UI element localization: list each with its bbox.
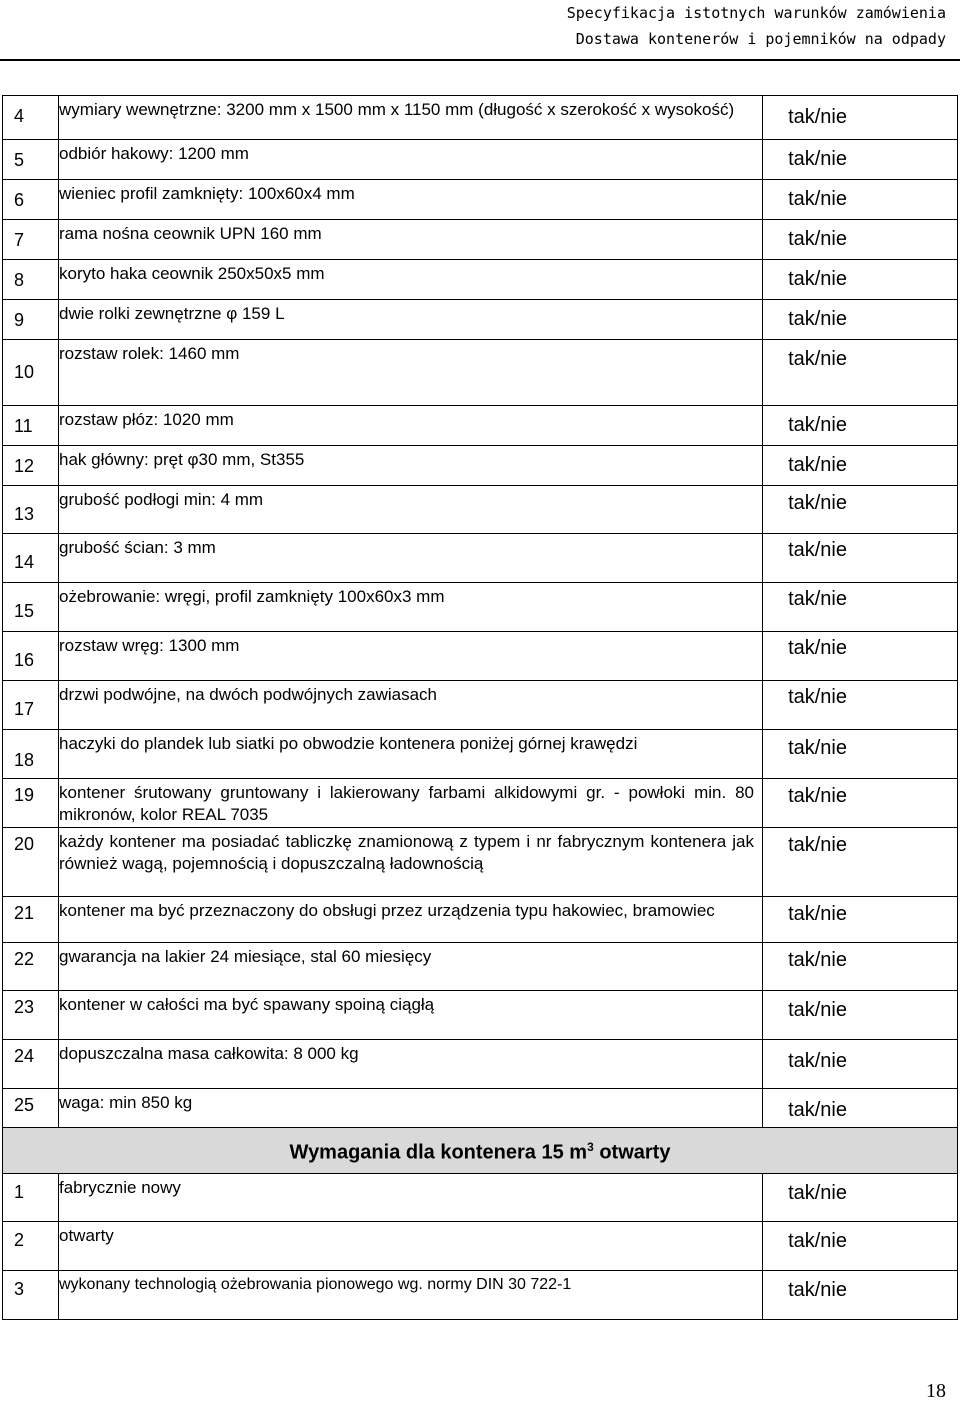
row-answer: tak/nie bbox=[763, 534, 958, 583]
row-answer: tak/nie bbox=[763, 1040, 958, 1089]
table-row bbox=[3, 340, 958, 406]
table-row bbox=[3, 1271, 958, 1320]
row-number: 11 bbox=[3, 406, 59, 446]
row-number: 25 bbox=[3, 1089, 59, 1138]
row-answer: tak/nie bbox=[763, 1174, 958, 1222]
row-description: kontener ma być przeznaczony do obsługi przez urządzenia typu hakowiec, bramowiec bbox=[59, 897, 763, 943]
row-answer: tak/nie bbox=[763, 96, 958, 140]
table-row bbox=[3, 220, 958, 260]
row-number: 2 bbox=[3, 1222, 59, 1271]
table-row bbox=[3, 681, 958, 730]
table-row bbox=[3, 897, 958, 943]
row-answer: tak/nie bbox=[763, 583, 958, 632]
row-number: 19 bbox=[3, 779, 59, 828]
row-number: 23 bbox=[3, 991, 59, 1040]
table-row bbox=[3, 180, 958, 220]
row-description: otwarty bbox=[59, 1222, 763, 1271]
row-description: koryto haka ceownik 250x50x5 mm bbox=[59, 260, 763, 300]
section-table bbox=[2, 1127, 958, 1320]
row-answer: tak/nie bbox=[763, 1271, 958, 1320]
table-row bbox=[3, 446, 958, 486]
row-number: 17 bbox=[3, 681, 59, 730]
row-description: wykonany technologią ożebrowania pionowego wg. normy DIN 30 722-1 bbox=[59, 1271, 763, 1320]
row-number: 7 bbox=[3, 220, 59, 260]
table-row bbox=[3, 96, 958, 140]
row-answer: tak/nie bbox=[763, 486, 958, 534]
row-number: 10 bbox=[3, 340, 59, 406]
row-number: 14 bbox=[3, 534, 59, 583]
row-number: 18 bbox=[3, 730, 59, 779]
row-description: kontener w całości ma być spawany spoiną ciągłą bbox=[59, 991, 763, 1040]
row-description: dwie rolki zewnętrzne φ 159 L bbox=[59, 300, 763, 340]
row-answer: tak/nie bbox=[763, 406, 958, 446]
row-number: 15 bbox=[3, 583, 59, 632]
row-description: fabrycznie nowy bbox=[59, 1174, 763, 1222]
table-row bbox=[3, 1174, 958, 1222]
table-row bbox=[3, 406, 958, 446]
row-description: odbiór hakowy: 1200 mm bbox=[59, 140, 763, 180]
row-description: waga: min 850 kg bbox=[59, 1089, 763, 1138]
table-row bbox=[3, 632, 958, 681]
table-row bbox=[3, 1222, 958, 1271]
row-answer: tak/nie bbox=[763, 140, 958, 180]
row-number: 20 bbox=[3, 828, 59, 897]
row-answer: tak/nie bbox=[763, 943, 958, 991]
header-subtitle: Dostawa kontenerów i pojemników na odpady bbox=[575, 30, 946, 48]
row-description: rozstaw rolek: 1460 mm bbox=[59, 340, 763, 406]
section-header-row bbox=[3, 1128, 958, 1174]
document-header bbox=[567, 0, 946, 52]
row-number: 5 bbox=[3, 140, 59, 180]
row-answer: tak/nie bbox=[763, 1222, 958, 1271]
table-row bbox=[3, 260, 958, 300]
row-description: drzwi podwójne, na dwóch podwójnych zawiasach bbox=[59, 681, 763, 730]
row-description: ożebrowanie: wręgi, profil zamknięty 100x60x3 mm bbox=[59, 583, 763, 632]
row-number: 3 bbox=[3, 1271, 59, 1320]
row-description: grubość podłogi min: 4 mm bbox=[59, 486, 763, 534]
row-number: 21 bbox=[3, 897, 59, 943]
row-number: 12 bbox=[3, 446, 59, 486]
row-description: gwarancja na lakier 24 miesiące, stal 60 miesięcy bbox=[59, 943, 763, 991]
table-row bbox=[3, 300, 958, 340]
table-row bbox=[3, 943, 958, 991]
row-description: wieniec profil zamknięty: 100x60x4 mm bbox=[59, 180, 763, 220]
table-row bbox=[3, 828, 958, 897]
table-row bbox=[3, 140, 958, 180]
row-answer: tak/nie bbox=[763, 897, 958, 943]
row-number: 1 bbox=[3, 1174, 59, 1222]
row-description: grubość ścian: 3 mm bbox=[59, 534, 763, 583]
row-description: rama nośna ceownik UPN 160 mm bbox=[59, 220, 763, 260]
row-answer: tak/nie bbox=[763, 632, 958, 681]
row-description: rozstaw płóz: 1020 mm bbox=[59, 406, 763, 446]
table-row bbox=[3, 991, 958, 1040]
row-number: 16 bbox=[3, 632, 59, 681]
row-answer: tak/nie bbox=[763, 180, 958, 220]
table-row bbox=[3, 486, 958, 534]
table-row bbox=[3, 730, 958, 779]
header-divider bbox=[0, 59, 960, 61]
row-answer: tak/nie bbox=[763, 300, 958, 340]
row-answer: tak/nie bbox=[763, 220, 958, 260]
row-description: kontener śrutowany gruntowany i lakierowany farbami alkidowymi gr. - powłoki min. 80 mikronów, kolor REAL 7035 bbox=[59, 779, 763, 828]
row-description: wymiary wewnętrzne: 3200 mm x 1500 mm x 1150 mm (długość x szerokość x wysokość) bbox=[59, 96, 763, 140]
row-description: hak główny: pręt φ30 mm, St355 bbox=[59, 446, 763, 486]
row-number: 24 bbox=[3, 1040, 59, 1089]
row-number: 9 bbox=[3, 300, 59, 340]
row-description: dopuszczalna masa całkowita: 8 000 kg bbox=[59, 1040, 763, 1089]
row-number: 22 bbox=[3, 943, 59, 991]
row-answer: tak/nie bbox=[763, 340, 958, 406]
header-title: Specyfikacja istotnych warunków zamówienia bbox=[566, 4, 946, 22]
row-answer: tak/nie bbox=[763, 991, 958, 1040]
row-number: 4 bbox=[3, 96, 59, 140]
row-number: 8 bbox=[3, 260, 59, 300]
row-answer: tak/nie bbox=[763, 1089, 958, 1138]
table-row bbox=[3, 583, 958, 632]
specification-table bbox=[2, 95, 958, 1138]
table-row bbox=[3, 1040, 958, 1089]
row-description: haczyki do plandek lub siatki po obwodzie kontenera poniżej górnej krawędzi bbox=[59, 730, 763, 779]
row-answer: tak/nie bbox=[763, 730, 958, 779]
row-description: każdy kontener ma posiadać tabliczkę znamionową z typem i nr fabrycznym kontenera jak również wagą, pojemnością i dopuszczalną ładownością bbox=[59, 828, 763, 897]
row-answer: tak/nie bbox=[763, 446, 958, 486]
row-answer: tak/nie bbox=[763, 260, 958, 300]
row-answer: tak/nie bbox=[763, 828, 958, 897]
row-answer: tak/nie bbox=[763, 779, 958, 828]
page-number: 18 bbox=[926, 1380, 946, 1402]
table-row bbox=[3, 534, 958, 583]
row-answer: tak/nie bbox=[763, 681, 958, 730]
row-number: 6 bbox=[3, 180, 59, 220]
row-description: rozstaw wręg: 1300 mm bbox=[59, 632, 763, 681]
row-number: 13 bbox=[3, 486, 59, 534]
section-title: Wymagania dla kontenera 15 $m^3$ otwarty bbox=[3, 1128, 958, 1174]
table-row bbox=[3, 779, 958, 828]
